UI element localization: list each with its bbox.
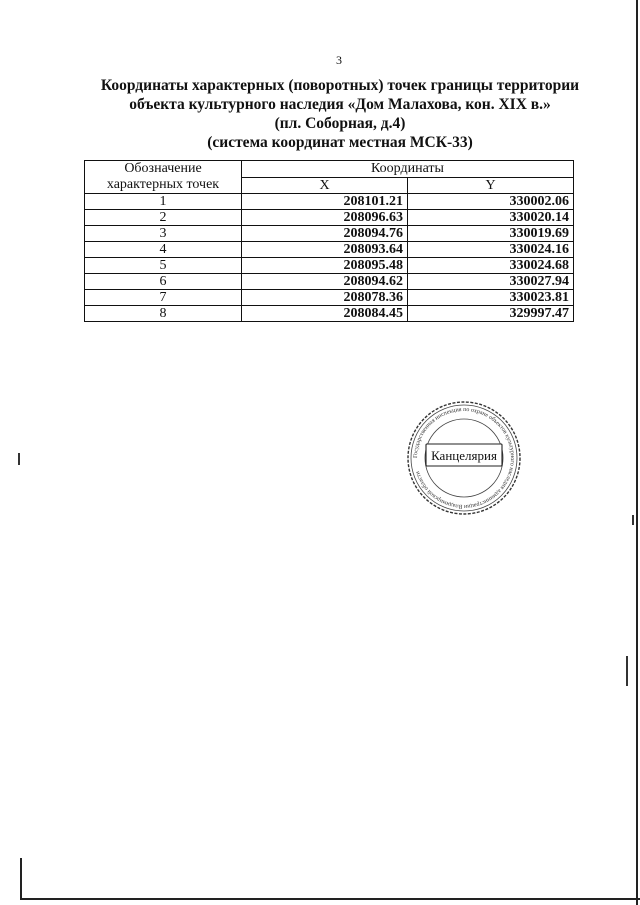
table-header-row [85, 161, 574, 178]
coord-y: 329997.47 [408, 306, 574, 322]
coord-x: 208094.62 [242, 274, 408, 290]
coord-x: 208101.21 [242, 194, 408, 210]
coord-x: 208094.76 [242, 226, 408, 242]
table-row [85, 210, 574, 226]
coord-y: 330002.06 [408, 194, 574, 210]
title-line: объекта культурного наследия «Дом Малахова, кон. XIX в.» [129, 96, 551, 113]
scan-edge-bottom [20, 898, 640, 900]
coord-y: 330024.68 [408, 258, 574, 274]
stamp-ring-text: Государственная инспекция по охране объектов культурного наследия администрации Владимирской области [412, 406, 516, 510]
scan-edge-left [20, 858, 22, 900]
point-number: 8 [85, 306, 242, 322]
header-y: Y [408, 177, 574, 194]
coord-x: 208084.45 [242, 306, 408, 322]
page-number: 3 [336, 53, 342, 67]
table-row [85, 274, 574, 290]
point-number: 3 [85, 226, 242, 242]
coord-y: 330023.81 [408, 290, 574, 306]
coord-y: 330027.94 [408, 274, 574, 290]
coord-x: 208095.48 [242, 258, 408, 274]
point-number: 1 [85, 194, 242, 210]
table-row [85, 242, 574, 258]
document-title [80, 76, 600, 152]
office-stamp [404, 400, 524, 516]
coord-y: 330020.14 [408, 210, 574, 226]
coord-y: 330019.69 [408, 226, 574, 242]
point-number: 4 [85, 242, 242, 258]
table-row [85, 194, 574, 210]
stamp-center-text: Канцелярия [431, 448, 497, 463]
coordinates-table [84, 160, 574, 322]
table-row [85, 258, 574, 274]
point-number: 2 [85, 210, 242, 226]
header-coordinates: Координаты [242, 161, 574, 178]
coord-x: 208093.64 [242, 242, 408, 258]
header-point-designation: Обозначение характерных точек [85, 161, 242, 194]
scan-mark [632, 515, 634, 525]
scan-mark [626, 656, 628, 686]
coord-y: 330024.16 [408, 242, 574, 258]
title-line: (пл. Соборная, д.4) [274, 115, 406, 132]
scan-edge-right [636, 0, 638, 905]
scan-mark [18, 453, 20, 465]
title-line: Координаты характерных (поворотных) точек границы территории [100, 77, 580, 94]
point-number: 6 [85, 274, 242, 290]
coord-x: 208078.36 [242, 290, 408, 306]
coord-x: 208096.63 [242, 210, 408, 226]
header-x: X [242, 177, 408, 194]
table-row [85, 226, 574, 242]
table-row [85, 306, 574, 322]
point-number: 5 [85, 258, 242, 274]
table-row [85, 290, 574, 306]
point-number: 7 [85, 290, 242, 306]
title-line: (система координат местная МСК-33) [207, 134, 473, 151]
